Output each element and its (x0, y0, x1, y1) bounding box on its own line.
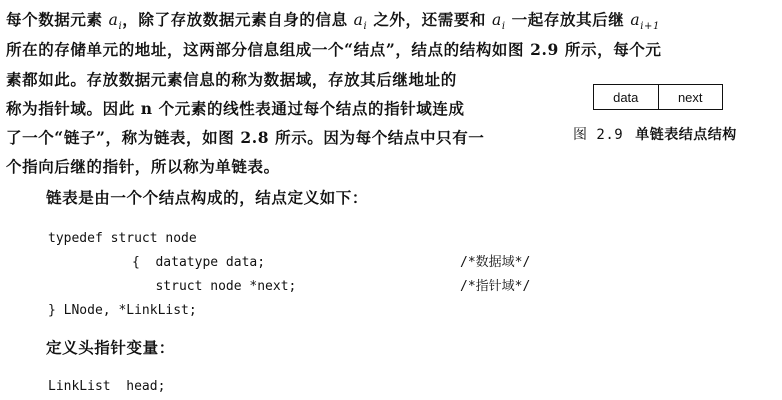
figure-caption (573, 124, 737, 144)
figure-caption-number: 图 2.9 (573, 127, 624, 143)
comment-pointer-field: /*指针域*/ (460, 279, 531, 294)
section-heading: 定义头指针变量： (46, 338, 175, 357)
paragraph-line-6: 个指向后继的指针，所以称为单链表。 (6, 157, 280, 176)
paragraph-line-5: 了一个“链子”，称为链表，如图 2.8 所示。因为每个结点中只有一 (6, 128, 485, 147)
code-head-declaration: LinkList head; (48, 379, 166, 394)
node-structure-diagram (593, 84, 723, 110)
node-data-cell: data (613, 89, 639, 105)
figure-caption-text: 单链表结点结构 (635, 127, 737, 143)
code-line-1: typedef struct node (48, 231, 197, 246)
intro-text: 链表是由一个个结点构成的，结点定义如下： (46, 188, 369, 207)
code-line-4: } LNode, *LinkList; (48, 303, 197, 318)
paragraph-line-1: 每个数据元素 $a_i$，除了存放数据元素自身的信息 $a_i$ 之外，还需要和 $a_i$ 一起存放其后继 $a_{i+1}$ (6, 10, 660, 32)
paragraph-line-3: 素都如此。存放数据元素信息的称为数据域，存放其后继地址的 (6, 70, 457, 89)
code-line-2: { datatype data; (132, 255, 266, 270)
paragraph-line-2: 所在的存储单元的地址，这两部分信息组成一个“结点”，结点的结构如图 2.9 所示，每个元 (6, 40, 662, 59)
node-next-cell: next (658, 85, 723, 109)
paragraph-line-4: 称为指针域。因此 n 个元素的线性表通过每个结点的指针域连成 (6, 99, 465, 118)
code-line-3: struct node *next; (132, 279, 297, 294)
comment-data-field: /*数据域*/ (460, 255, 531, 270)
